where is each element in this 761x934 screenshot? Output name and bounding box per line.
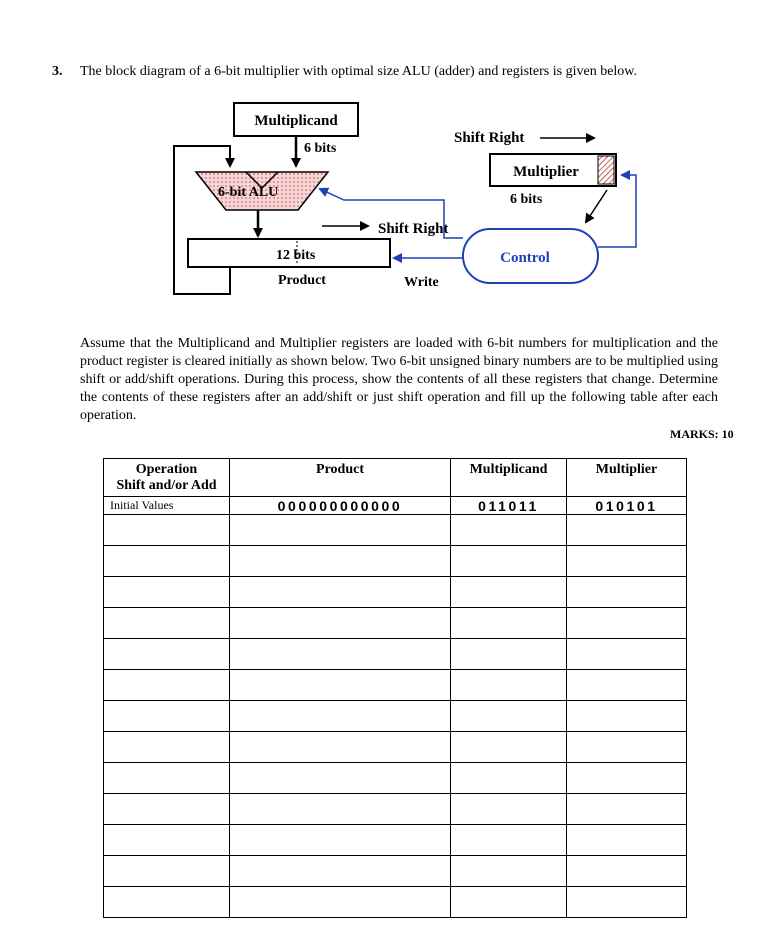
answer-cell-multiplier[interactable] [567, 546, 687, 577]
answer-cell-multiplicand[interactable] [451, 515, 567, 546]
table-row [104, 577, 687, 608]
header-operation-line1: Operation [135, 462, 198, 477]
table-row [104, 887, 687, 918]
multiplicand-label: Multiplicand [254, 113, 338, 129]
table-header-row [104, 459, 687, 497]
multiplier-to-control-arrow [586, 190, 607, 222]
table-row [104, 763, 687, 794]
answer-cell-operation[interactable] [104, 546, 230, 577]
answer-cell-product[interactable] [230, 763, 451, 794]
header-operation [104, 459, 230, 497]
answer-cell-multiplier[interactable] [567, 577, 687, 608]
multiplier-label: Multiplier [513, 164, 579, 180]
table-row [104, 856, 687, 887]
answer-cell-multiplicand[interactable] [451, 608, 567, 639]
answer-cell-operation[interactable] [104, 701, 230, 732]
question-text: The block diagram of a 6-bit multiplier with optimal size ALU (adder) and registers is given below. [80, 64, 637, 79]
write-label: Write [404, 275, 439, 290]
answer-cell-multiplier[interactable] [567, 763, 687, 794]
answer-cell-operation[interactable] [104, 856, 230, 887]
answer-cell-multiplicand[interactable] [451, 887, 567, 918]
control-label: Control [500, 250, 550, 266]
answer-cell-multiplier[interactable] [567, 608, 687, 639]
product-feedback-line [174, 146, 230, 294]
answer-cell-multiplier[interactable] [567, 825, 687, 856]
answer-cell-operation[interactable] [104, 577, 230, 608]
table-row [104, 515, 687, 546]
answer-cell-multiplier[interactable] [567, 887, 687, 918]
multiplier-bits-label: 6 bits [510, 192, 543, 207]
answer-cell-operation[interactable] [104, 608, 230, 639]
answer-cell-multiplier[interactable] [567, 856, 687, 887]
answer-cell-multiplier[interactable] [567, 732, 687, 763]
answer-cell-product[interactable] [230, 701, 451, 732]
answer-cell-multiplier[interactable] [567, 794, 687, 825]
block-diagram [0, 0, 761, 320]
answer-cell-multiplier[interactable] [567, 515, 687, 546]
initial-values-row [104, 497, 687, 515]
table-row [104, 639, 687, 670]
answer-cell-multiplicand[interactable] [451, 794, 567, 825]
initial-multiplicand: 011011 [451, 497, 567, 515]
answer-cell-product[interactable] [230, 608, 451, 639]
multiplier-lsb-hatch [598, 156, 614, 184]
answer-cell-multiplicand[interactable] [451, 546, 567, 577]
table-row [104, 701, 687, 732]
answer-cell-product[interactable] [230, 732, 451, 763]
header-operation-line2: Shift and/or Add [116, 478, 217, 493]
initial-values-label: Initial Values [104, 497, 230, 515]
multiplicand-bits-label: 6 bits [304, 141, 337, 156]
shift-right-mid-label: Shift Right [378, 221, 449, 237]
answer-cell-multiplicand[interactable] [451, 701, 567, 732]
answer-cell-multiplicand[interactable] [451, 825, 567, 856]
answer-cell-product[interactable] [230, 515, 451, 546]
answer-cell-product[interactable] [230, 546, 451, 577]
header-product: Product [230, 459, 451, 497]
alu-label: 6-bit ALU [218, 185, 279, 200]
answer-cell-product[interactable] [230, 856, 451, 887]
product-bits-label: 12 bits [276, 248, 316, 263]
answer-table [103, 458, 687, 918]
answer-cell-product[interactable] [230, 794, 451, 825]
answer-cell-operation[interactable] [104, 732, 230, 763]
answer-cell-product[interactable] [230, 887, 451, 918]
shift-right-top-label: Shift Right [454, 130, 525, 146]
answer-cell-operation[interactable] [104, 763, 230, 794]
answer-cell-product[interactable] [230, 639, 451, 670]
table-row [104, 670, 687, 701]
table-row [104, 546, 687, 577]
table-row [104, 794, 687, 825]
answer-cell-multiplier[interactable] [567, 670, 687, 701]
answer-cell-operation[interactable] [104, 887, 230, 918]
product-label: Product [278, 273, 326, 288]
answer-cell-operation[interactable] [104, 825, 230, 856]
table-row [104, 608, 687, 639]
instructions-paragraph: Assume that the Multiplicand and Multiplier registers are loaded with 6-bit numbers for multiplication and the product register is cleared initially as shown below. Two 6-bit unsigned binary numbers are to be multiplied using shift or add/shift operations. During this process, show the contents of all these registers that change. Determine the contents of these registers after an add/shift or just shift operation and fill up the following table after each operation. [80, 336, 718, 423]
initial-product: 000000000000 [230, 497, 451, 515]
answer-cell-product[interactable] [230, 577, 451, 608]
answer-cell-multiplicand[interactable] [451, 639, 567, 670]
answer-cell-operation[interactable] [104, 670, 230, 701]
answer-cell-operation[interactable] [104, 794, 230, 825]
table-row [104, 732, 687, 763]
table-row [104, 825, 687, 856]
answer-cell-product[interactable] [230, 825, 451, 856]
answer-cell-multiplier[interactable] [567, 639, 687, 670]
answer-cell-multiplicand[interactable] [451, 856, 567, 887]
header-multiplicand: Multiplicand [451, 459, 567, 497]
answer-cell-operation[interactable] [104, 515, 230, 546]
answer-cell-operation[interactable] [104, 639, 230, 670]
answer-cell-multiplicand[interactable] [451, 732, 567, 763]
answer-cell-multiplicand[interactable] [451, 670, 567, 701]
answer-cell-multiplicand[interactable] [451, 763, 567, 794]
answer-cell-multiplier[interactable] [567, 701, 687, 732]
initial-multiplier: 010101 [567, 497, 687, 515]
marks-label: MARKS: 10 [670, 427, 734, 441]
question-number: 3. [52, 64, 63, 79]
answer-cell-multiplicand[interactable] [451, 577, 567, 608]
answer-cell-product[interactable] [230, 670, 451, 701]
header-multiplier: Multiplier [567, 459, 687, 497]
